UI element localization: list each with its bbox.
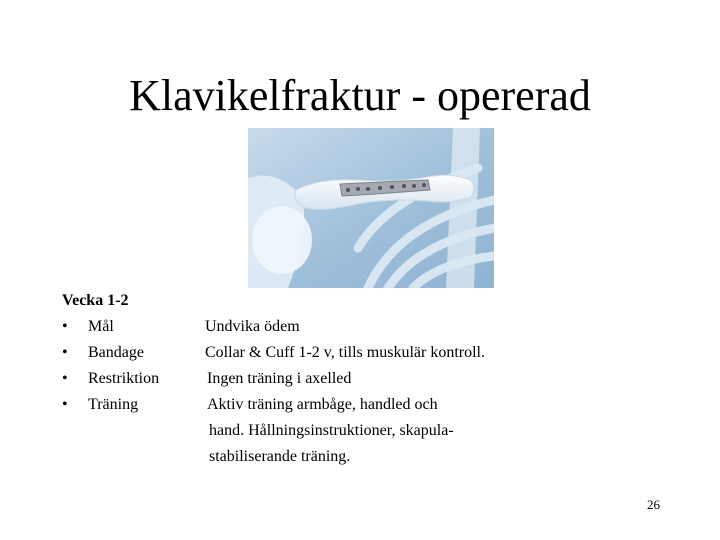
- slide-title: Klavikelfraktur - opererad: [129, 71, 591, 120]
- description-line: hand. Hållningsinstruktioner, skapula-: [209, 422, 454, 439]
- list-item: [62, 314, 159, 340]
- humeral-head: [252, 206, 312, 274]
- list-item: [62, 340, 159, 366]
- item-label: Bandage: [88, 344, 144, 361]
- category-list: [62, 314, 159, 418]
- page-number: 26: [647, 497, 660, 512]
- description-line: Aktiv träning armbåge, handled och: [207, 396, 438, 413]
- item-label: Restriktion: [88, 370, 160, 387]
- description-list: [205, 314, 485, 470]
- clavicle-plate-image: [248, 128, 494, 288]
- bullet: •: [62, 396, 68, 413]
- description-line: Ingen träning i axelled: [207, 370, 352, 387]
- bullet: •: [62, 370, 68, 387]
- description-line: Undvika ödem: [205, 318, 300, 335]
- item-label: Mål: [88, 318, 114, 335]
- list-item: [62, 366, 159, 392]
- bullet: •: [62, 344, 68, 361]
- clavicle-illustration: [248, 128, 494, 288]
- bullet: •: [62, 318, 68, 335]
- week-heading: Vecka 1-2: [62, 292, 129, 309]
- description-line: Collar & Cuff 1-2 v, tills muskulär kontroll.: [205, 344, 485, 361]
- item-label: Träning: [88, 396, 139, 413]
- description-line: stabiliserande träning.: [209, 448, 351, 465]
- list-item: [62, 392, 159, 418]
